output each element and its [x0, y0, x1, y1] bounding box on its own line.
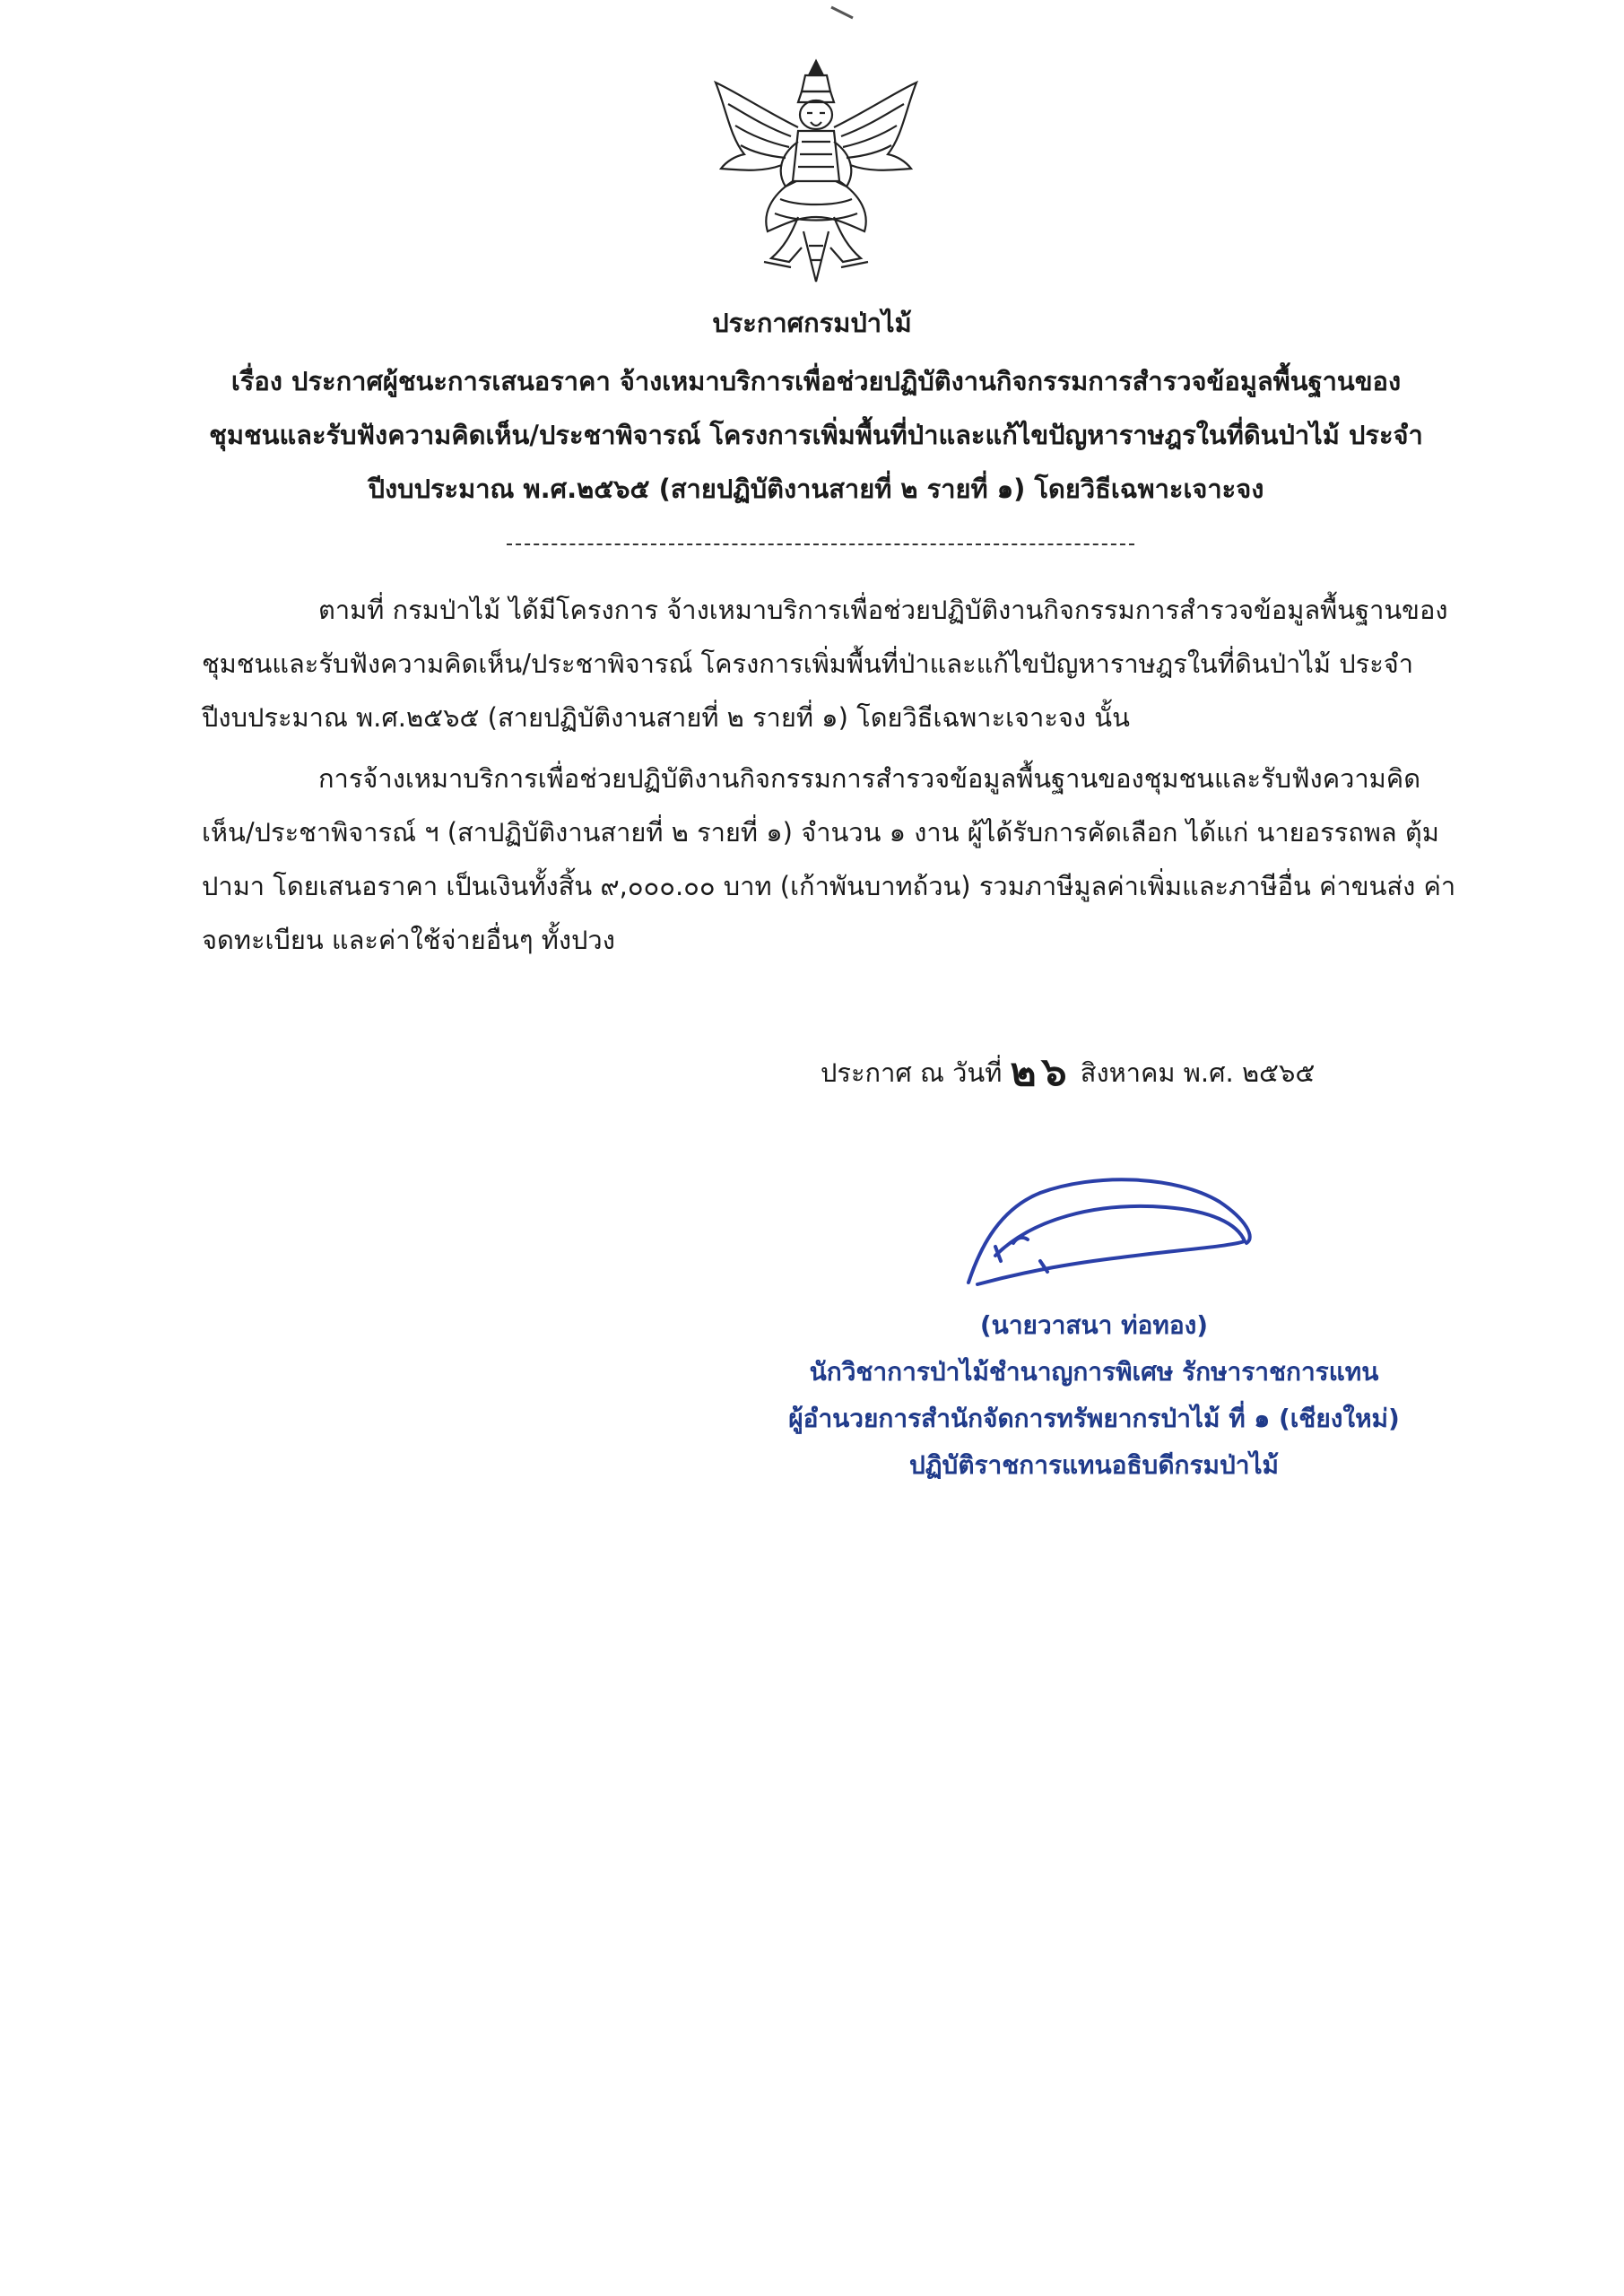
date-day: ๒๖: [1010, 1049, 1073, 1095]
paragraph-award: [202, 752, 1456, 967]
signatory-name: (นายวาสนา ท่อทอง): [979, 1310, 1209, 1340]
paragraph-line: ชุมชนและรับฟังความคิดเห็น/ประชาพิจารณ์ โครงการเพิ่มพื้นที่ป่าและแก้ไขปัญหาราษฎรในที่ดินป่าไม้ ประจำ: [202, 648, 1414, 679]
signatory-position: ผู้อำนวยการสำนักจัดการทรัพยากรป่าไม้ ที่ ๑ (เชียงใหม่): [788, 1404, 1400, 1433]
paragraph-line: การจ้างเหมาบริการเพื่อช่วยปฏิบัติงานกิจกรรมการสำรวจข้อมูลพื้นฐานของชุมชนและรับฟังความคิด: [318, 763, 1421, 794]
subject-line: ปีงบประมาณ พ.ศ.๒๕๖๕ (สายปฏิบัติงานสายที่ ๒ รายที่ ๑) โดยวิธีเฉพาะเจาะจง: [368, 474, 1264, 504]
subject-block: [193, 354, 1439, 516]
announcement-date: [821, 1046, 1315, 1100]
paragraph-line: ตามที่ กรมป่าไม้ ได้มีโครงการ จ้างเหมาบริการเพื่อช่วยปฏิบัติงานกิจกรรมการสำรวจข้อมูลพื้นฐานของ: [318, 595, 1448, 625]
signatory-position: นักวิชาการป่าไม้ชำนาญการพิเศษ รักษาราชการแทน: [809, 1357, 1379, 1387]
paragraph-line: ปามา โดยเสนอราคา เป็นเงินทั้งสิ้น ๙,๐๐๐.๐๐ บาท (เก้าพันบาทถ้วน) รวมภาษีมูลค่าเพิ่มและภาษีอื่น ค่าขนส่ง ค่า: [202, 871, 1456, 901]
subject-line: เรื่อง ประกาศผู้ชนะการเสนอราคา จ้างเหมาบริการเพื่อช่วยปฏิบัติงานกิจกรรมการสำรวจข้อมูลพื้นฐานของ: [230, 366, 1402, 396]
paragraph-line: จดทะเบียน และค่าใช้จ่ายอื่นๆ ทั้งปวง: [202, 925, 615, 955]
date-prefix: ประกาศ ณ วันที่: [821, 1057, 1003, 1088]
garuda-emblem-icon: [708, 56, 924, 291]
paragraph-line: ปีงบประมาณ พ.ศ.๒๕๖๕ (สายปฏิบัติงานสายที่ ๒ รายที่ ๑) โดยวิธีเฉพาะเจาะจง นั้น: [202, 702, 1130, 733]
date-month-year: สิงหาคม พ.ศ. ๒๕๖๕: [1080, 1057, 1316, 1088]
dashed-divider: [507, 544, 1134, 545]
subject-line: ชุมชนและรับฟังความคิดเห็น/ประชาพิจารณ์ โครงการเพิ่มพื้นที่ป่าและแก้ไขปัญหาราษฎรในที่ดินป่าไม้ ประจำ: [209, 420, 1423, 450]
signatory-position: ปฏิบัติราชการแทนอธิบดีกรมป่าไม้: [908, 1450, 1279, 1480]
handwritten-signature-icon: [960, 1157, 1273, 1309]
paragraph-background: [202, 583, 1448, 744]
scan-mark-icon: [829, 5, 855, 20]
signatory-block: [771, 1302, 1417, 1489]
paragraph-line: เห็น/ประชาพิจารณ์ ฯ (สาปฏิบัติงานสายที่ ๒ รายที่ ๑) จำนวน ๑ งาน ผู้ได้รับการคัดเลือก ได้แก่ นายอรรถพล ตุ้ม: [202, 817, 1439, 848]
document-title: ประกาศกรมป่าไม้: [712, 308, 912, 338]
